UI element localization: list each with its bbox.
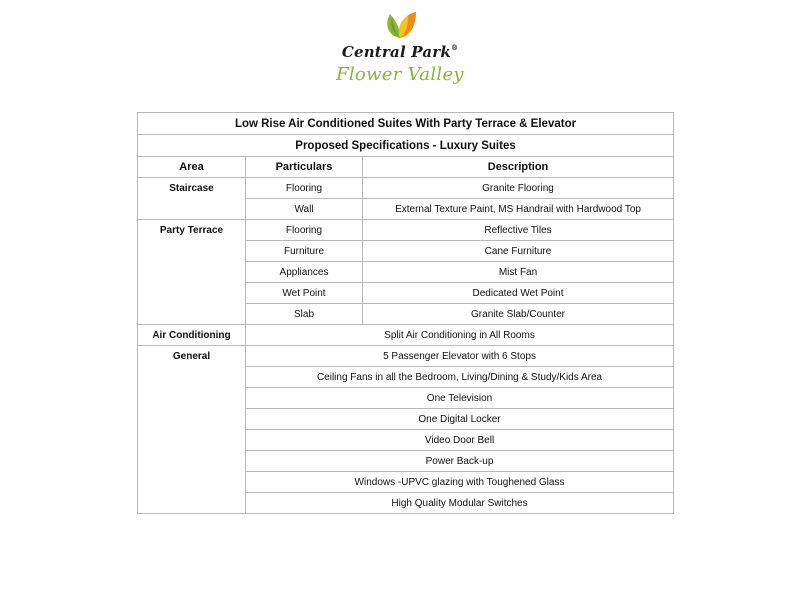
description-cell: Mist Fan — [363, 262, 674, 283]
particular-cell: Wall — [246, 199, 363, 220]
table-row — [138, 220, 674, 241]
leaf-logo-icon — [382, 8, 418, 42]
brand-logo — [330, 6, 470, 90]
area-cell: Air Conditioning — [138, 325, 246, 346]
description-cell: Ceiling Fans in all the Bedroom, Living/Dining & Study/Kids Area — [246, 367, 674, 388]
description-cell: Granite Flooring — [363, 178, 674, 199]
description-cell: 5 Passenger Elevator with 6 Stops — [246, 346, 674, 367]
table-row — [138, 325, 674, 346]
description-cell: Split Air Conditioning in All Rooms — [246, 325, 674, 346]
description-cell: One Digital Locker — [246, 409, 674, 430]
description-cell: Cane Furniture — [363, 241, 674, 262]
description-cell: External Texture Paint, MS Handrail with Hardwood Top — [363, 199, 674, 220]
particular-cell: Furniture — [246, 241, 363, 262]
area-cell: General — [138, 346, 246, 514]
specifications-table — [137, 112, 674, 514]
table-subtitle: Proposed Specifications - Luxury Suites — [138, 135, 674, 157]
table-subtitle-row — [138, 135, 674, 157]
area-cell: Party Terrace — [138, 220, 246, 325]
particular-cell: Flooring — [246, 220, 363, 241]
description-cell: Windows -UPVC glazing with Toughened Glass — [246, 472, 674, 493]
table-row — [138, 178, 674, 199]
column-header-description: Description — [363, 157, 674, 178]
description-cell: Reflective Tiles — [363, 220, 674, 241]
area-cell: Staircase — [138, 178, 246, 220]
column-header-area: Area — [138, 157, 246, 178]
column-header-particulars: Particulars — [246, 157, 363, 178]
table-row — [138, 346, 674, 367]
description-cell: Power Back-up — [246, 451, 674, 472]
table-title-row — [138, 113, 674, 135]
particular-cell: Slab — [246, 304, 363, 325]
table-header-row — [138, 157, 674, 178]
particular-cell: Appliances — [246, 262, 363, 283]
brand-name-line2: Flower Valley — [336, 64, 464, 85]
description-cell: High Quality Modular Switches — [246, 493, 674, 514]
description-cell: Video Door Bell — [246, 430, 674, 451]
description-cell: Granite Slab/Counter — [363, 304, 674, 325]
description-cell: Dedicated Wet Point — [363, 283, 674, 304]
particular-cell: Flooring — [246, 178, 363, 199]
brand-name-line1: Central Park® — [341, 43, 459, 61]
particular-cell: Wet Point — [246, 283, 363, 304]
table-title: Low Rise Air Conditioned Suites With Party Terrace & Elevator — [138, 113, 674, 135]
description-cell: One Television — [246, 388, 674, 409]
